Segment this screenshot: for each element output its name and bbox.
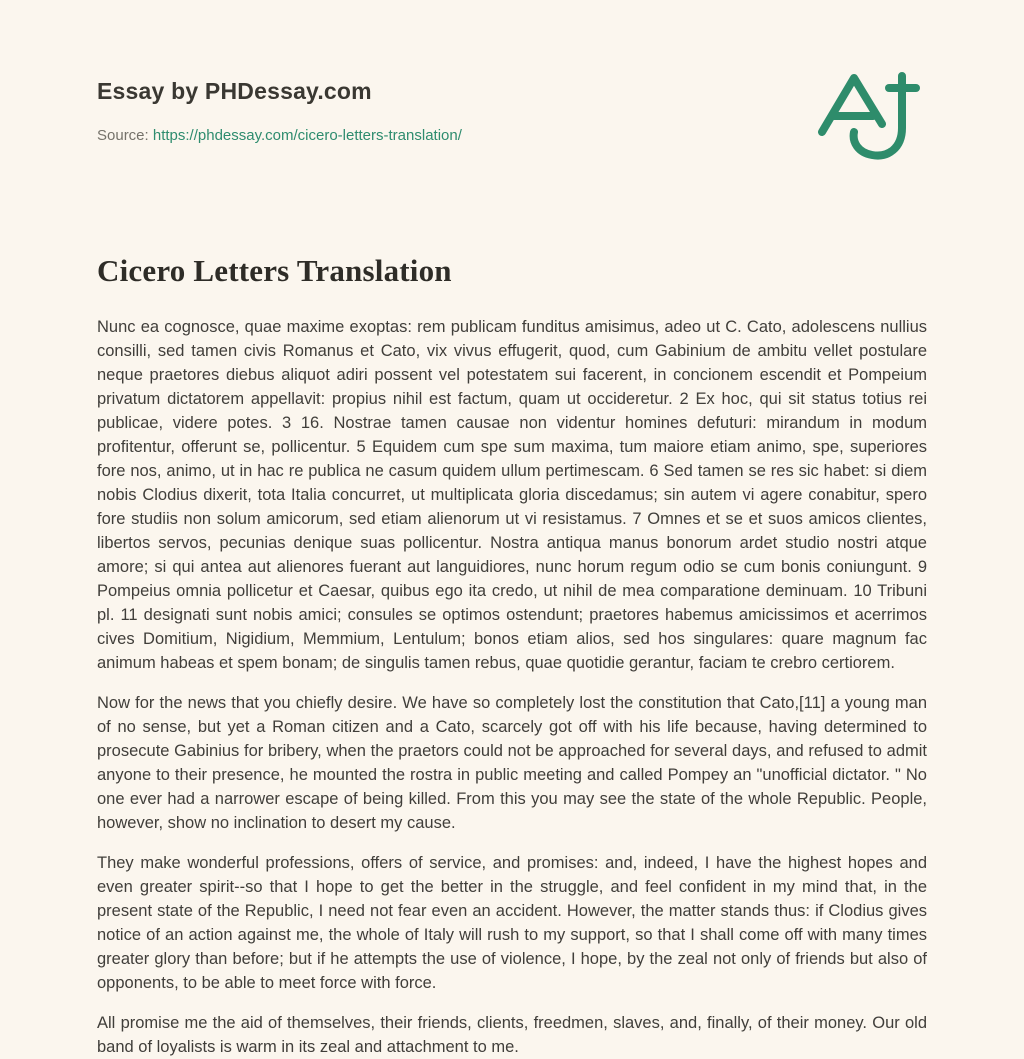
latin-paragraph: Nunc ea cognosce, quae maxime exoptas: rem publicam funditus amisimus, adeo ut C. Cato, adolescens nullius consilli, sed tamen civis Romanus et Cato, vix vivus effugerit, quod, cum Gabinium de ambitu vellet postulare neque praetores diebus aliquot adiri possent vel potestatem sui facerent, in concionem escendit et Pompeium privatum dictatorem appellavit: propius nihil est factum, quam ut occideretur. 2 Ex hoc, qui sit status totius rei publicae, videre potes. 3 16. Nostrae tamen causae non videntur homines defuturi: mirandum in modum profitentur, offerunt se, pollicentur. 5 Equidem cum spe sum maxima, tum maiore etiam animo, spe, superiores fore nos, animo, ut in hac re publica ne casum quidem ullum pertimescam. 6 Sed tamen se res sic habet: si diem nobis Clodius dixerit, tota Italia concurret, ut multiplicata gloria discedamus; sin autem vi agere conabitur, spero fore studiis non solum amicorum, sed etiam alienorum ut vi resistamus. 7 Omnes et se et suos amicos clientes, libertos servos, pecunias denique suas pollicentur. Nostra antiqua manus bonorum ardet studio nostri atque amore; si qui antea aut alienores fuerant aut languidiores, nunc horum regum odio se cum bonis coniungunt. 9 Pompeius omnia pollicetur et Caesar, quibus ego ita credo, ut nihil de mea comparatione deminuam. 10 Tribuni pl. 11 designati sunt nobis amici; consules se optimos ostendunt; praetores habemus amicissimos et acerrimos cives Domitium, Nigidium, Memmium, Lentulum; bonos etiam alios, sed hos singulares: quare magnum fac animum habeas et spem bonam; de singulis tamen rebus, quae quotidie gerantur, faciam te crebro certiorem. xyxy=(97,318,927,672)
page-header xyxy=(97,78,927,169)
essay-byline: Essay by PHDessay.com xyxy=(97,78,372,104)
source-line xyxy=(97,127,462,144)
essay-body xyxy=(97,315,927,1059)
translation-paragraph-3: All promise me the aid of themselves, their friends, clients, freedmen, slaves, and, finally, of their money. Our old band of loyalists is warm in its zeal and attachment to me. xyxy=(97,1014,927,1056)
source-url-link[interactable]: https://phdessay.com/cicero-letters-translation/ xyxy=(152,127,462,144)
translation-paragraph-1: Now for the news that you chiefly desire. We have so completely lost the constitution that Cato,[11] a young man of no sense, but yet a Roman citizen and a Cato, scarcely got off with his life because, having determined to prosecute Gabinius for bribery, when the praetors could not be approached for several days, and refused to admit anyone to their presence, he mounted the rostra in public meeting and called Pompey an "unofficial dictator. " No one ever had a narrower escape of being killed. From this you may see the state of the whole Republic. People, however, show no inclination to desert my cause. xyxy=(97,694,927,832)
source-label: Source: xyxy=(97,127,149,144)
translation-paragraph-2: They make wonderful professions, offers of service, and promises: and, indeed, I have the highest hopes and even greater spirit--so that I hope to get the better in the struggle, and feel confident in my mind that, in the present state of the Republic, I need not fear even an accident. However, the matter stands thus: if Clodius gives notice of an action against me, the whole of Italy will rush to my support, so that I shall come off with many times greater glory than before; but if he attempts the use of violence, I hope, by the zeal not only of friends but also of opponents, to be able to meet force with force. xyxy=(97,854,927,992)
header-text-block xyxy=(97,78,462,144)
page-title: Cicero Letters Translation xyxy=(97,253,452,288)
phdessay-logo-icon xyxy=(812,70,927,169)
